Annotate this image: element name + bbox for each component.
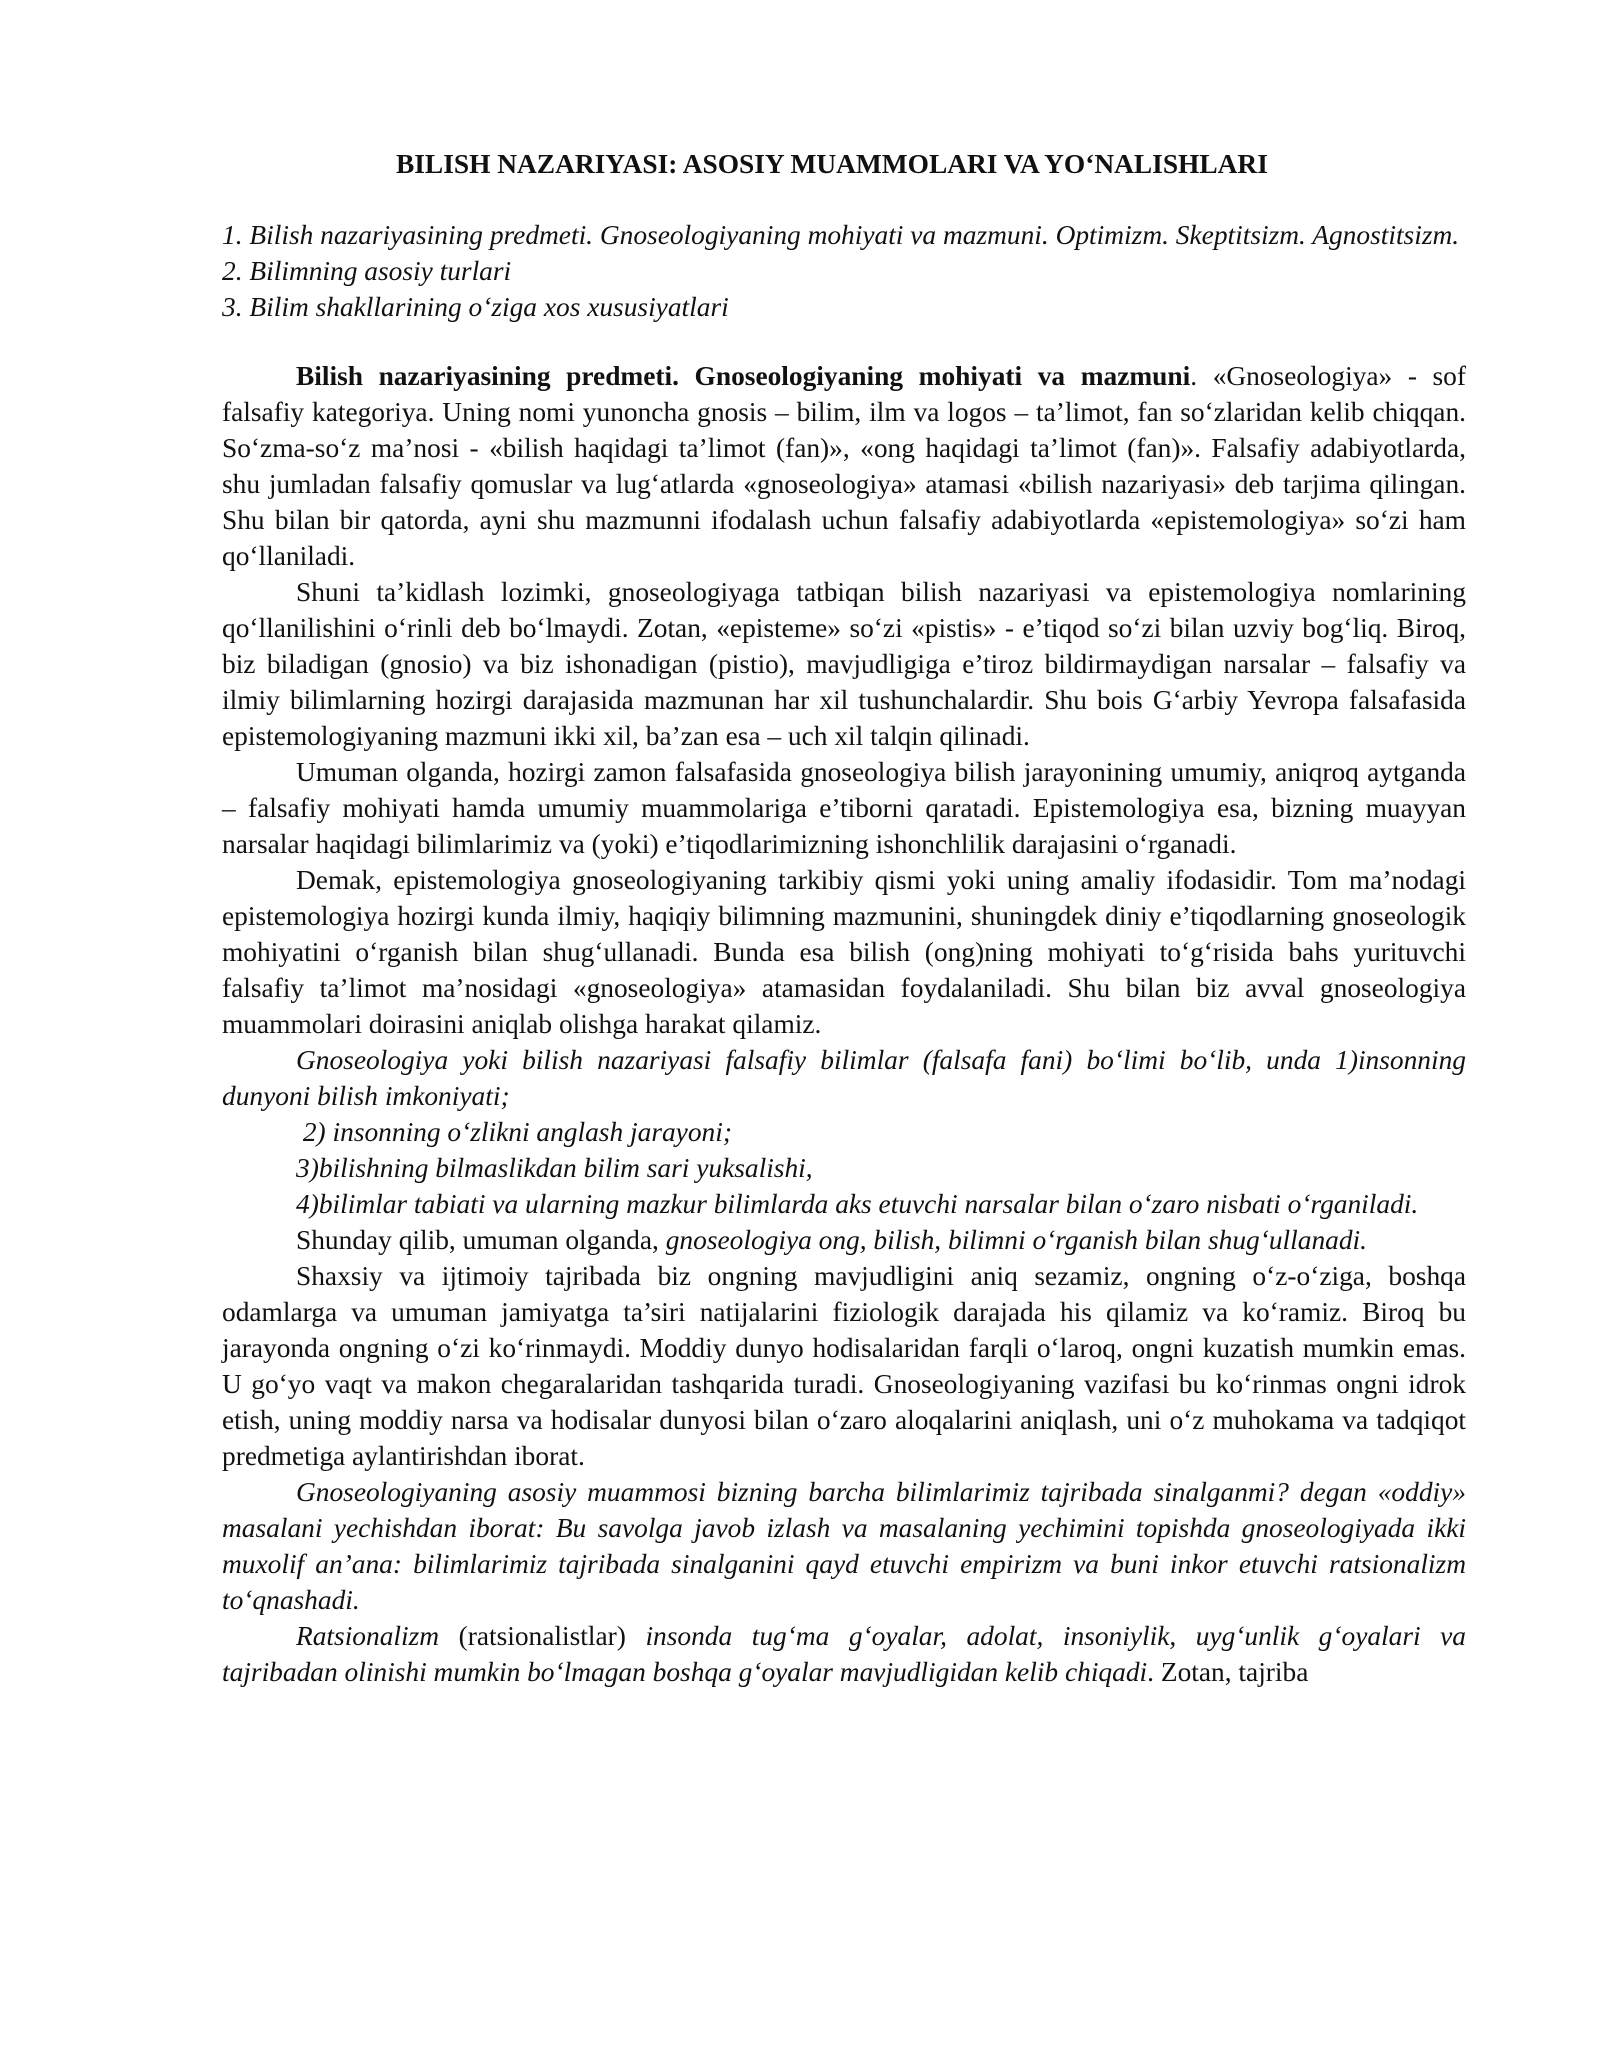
section-heading: Bilish nazariyasining predmeti. Gnoseologiyaning mohiyati va mazmuni <box>296 361 1191 391</box>
paragraph-1 <box>222 358 1466 574</box>
paragraph-text: Shunday qilib, umuman olganda, <box>296 1225 666 1255</box>
paragraph-11: Gnoseologiyaning asosiy muammosi bizning barcha bilimlarimiz tajribada sinalganmi? degan «oddiy» masalani yechishdan iborat: Bu savolga javob izlash va masalaning yechimini topishda gnoseologiyada ikki muxolif an’ana: bilimlarimiz tajribada sinalganini qayd etuvchi empirizm va buni inkor etuvchi ratsionalizm to‘qnashadi. <box>222 1477 1466 1615</box>
paragraph-5: Gnoseologiya yoki bilish nazariyasi falsafiy bilimlar (falsafa fani) bo‘limi bo‘lib, unda 1)insonning dunyoni bilish imkoniyati; <box>222 1045 1466 1111</box>
topic-outline <box>222 217 1466 325</box>
paragraph-text: . «Gnoseologiya» - sof falsafiy kategoriya. Uning nomi yunoncha gnosis – bilim, ilm va logos – ta’limot, fan so‘zlaridan kelib chiqqan. So‘zma-so‘z ma’nosi - «bilish haqidagi ta’limot (fan)», «ong haqidagi ta’limot (fan)». Falsafiy adabiyotlarda, shu jumladan falsafiy qomuslar va lug‘atlarda «gnoseologiya» atamasi «bilish nazariyasi» deb tarjima qilingan. Shu bilan bir qatorda, ayni shu mazmunni ifodalash uchun falsafiy adabiyotlarda «epistemologiya» so‘zi ham qo‘llaniladi. <box>222 361 1466 571</box>
paragraph-6: 2) insonning o‘zlikni anglash jarayoni; <box>296 1117 732 1147</box>
paragraph-8: 4)bilimlar tabiati va ularning mazkur bilimlarda aks etuvchi narsalar bilan o‘zaro nisbati o‘rganiladi. <box>296 1189 1419 1219</box>
paragraph-italic-text: insonda tug‘ma g‘oyalar, adolat, insoniylik, uyg‘unlik g‘oyalari va tajribadan olinishi mumkin bo‘lmagan boshqa g‘oyalar mavjudligidan kelib chiqadi <box>222 1621 1466 1687</box>
paragraph-4: Demak, epistemologiya gnoseologiyaning tarkibiy qismi yoki uning amaliy ifodasidir. Tom ma’nodagi epistemologiya hozirgi kunda ilmiy, haqiqiy bilimning mazmunini, shuningdek diniy e’tiqodlarning gnoseologik mohiyatini o‘rganish bilan shug‘ullanadi. Bunda esa bilish (ong)ning mohiyati to‘g‘risida bahs yurituvchi falsafiy ta’limot ma’nosidagi «gnoseologiya» atamasidan foydalaniladi. Shu bilan biz avval gnoseologiya muammolari doirasini aniqlab olishga harakat qilamiz. <box>222 865 1466 1039</box>
document-title: BILISH NAZARIYASI: ASOSIY MUAMMOLARI VA YO‘NALISHLARI <box>396 149 1268 179</box>
paragraph-text: (ratsionalistlar) <box>439 1621 646 1651</box>
paragraph-7: 3)bilishning bilmaslikdan bilim sari yuksalishi, <box>296 1153 813 1183</box>
paragraph-italic-text: gnoseologiya ong, bilish, bilimni o‘rganish bilan shug‘ullanadi. <box>665 1225 1367 1255</box>
paragraph-9 <box>222 1222 1466 1258</box>
outline-item: 2. Bilimning asosiy turlari <box>222 256 512 286</box>
paragraph-10: Shaxsiy va ijtimoiy tajribada biz ongning mavjudligini aniq sezamiz, ongning o‘z-o‘ziga, boshqa odamlarga va umuman jamiyatga ta’siri natijalarini fiziologik darajada his qilamiz va ko‘ramiz. Biroq bu jarayonda ongning o‘zi ko‘rinmaydi. Moddiy dunyo hodisalaridan farqli o‘laroq, ongni kuzatish mumkin emas. U go‘yo vaqt va makon chegaralaridan tashqarida turadi. Gnoseologiyaning vazifasi bu ko‘rinmas ongni idrok etish, uning moddiy narsa va hodisalar dunyosi bilan o‘zaro aloqalarini aniqlash, uni o‘z muhokama va tadqiqot predmetiga aylantirishdan iborat. <box>222 1261 1466 1471</box>
paragraph-text: . Zotan, tajriba <box>1147 1657 1309 1687</box>
outline-item: 3. Bilim shakllarining o‘ziga xos xususiyatlari <box>222 292 729 322</box>
paragraph-12 <box>222 1618 1466 1690</box>
outline-item: 1. Bilish nazariyasining predmeti. Gnoseologiyaning mohiyati va mazmuni. Optimizm. Skeptitsizm. Agnostitsizm. <box>222 220 1460 250</box>
paragraph-3: Umuman olganda, hozirgi zamon falsafasida gnoseologiya bilish jarayonining umumiy, aniqroq aytganda – falsafiy mohiyati hamda umumiy muammolariga e’tiborni qaratadi. Epistemologiya esa, bizning muayyan narsalar haqidagi bilimlarimiz va (yoki) e’tiqodlarimizning ishonchlilik darajasini o‘rganadi. <box>222 757 1466 859</box>
paragraph-2: Shuni ta’kidlash lozimki, gnoseologiyaga tatbiqan bilish nazariyasi va epistemologiya nomlarining qo‘llanilishini o‘rinli deb bo‘lmaydi. Zotan, «episteme» so‘zi «pistis» - e’tiqod so‘zi bilan uzviy bog‘liq. Biroq, biz biladigan (gnosio) va biz ishonadigan (pistio), mavjudligiga e’tiroz bildirmaydigan narsalar – falsafiy va ilmiy bilimlarning hozirgi darajasida mazmunan har xil tushunchalardir. Shu bois G‘arbiy Yevropa falsafasida epistemologiyaning mazmuni ikki xil, ba’zan esa – uch xil talqin qilinadi. <box>222 577 1466 751</box>
paragraph-italic-text: Ratsionalizm <box>296 1621 440 1651</box>
